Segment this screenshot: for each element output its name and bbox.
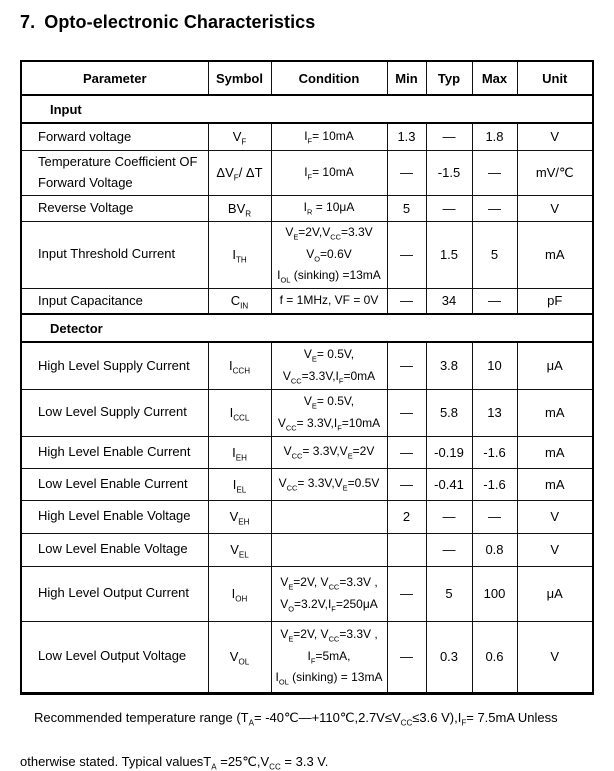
cell-symbol: $V_{OL}$ bbox=[208, 621, 271, 693]
cell-min: 2 bbox=[387, 500, 426, 533]
cell-parameter: High Level Enable Voltage bbox=[21, 500, 208, 533]
table-row bbox=[21, 533, 593, 566]
cell-parameter: Low Level Enable Voltage bbox=[21, 533, 208, 566]
cell-condition: $V_E= 0.5V$, $V_{CC}= 3.3V,I_F=10mA$ bbox=[271, 389, 387, 436]
cell-parameter: Input Capacitance bbox=[21, 288, 208, 314]
column-header-parameter: Parameter bbox=[21, 61, 208, 95]
cell-min: — bbox=[387, 342, 426, 389]
cell-condition: $I_R = 10\mu A$ bbox=[271, 195, 387, 221]
cell-max: — bbox=[472, 150, 517, 195]
table-row bbox=[21, 566, 593, 621]
cell-typ: — bbox=[426, 123, 472, 150]
cell-min: — bbox=[387, 621, 426, 693]
cell-unit: mA bbox=[517, 389, 593, 436]
cell-symbol: $I_{OH}$ bbox=[208, 566, 271, 621]
header-row bbox=[21, 61, 593, 95]
section-row-label: Detector bbox=[21, 314, 593, 342]
cell-min bbox=[387, 533, 426, 566]
cell-unit: mA bbox=[517, 221, 593, 288]
cell-unit: V bbox=[517, 533, 593, 566]
cell-max: 0.8 bbox=[472, 533, 517, 566]
cell-min: — bbox=[387, 436, 426, 468]
cell-max: 100 bbox=[472, 566, 517, 621]
footnote bbox=[20, 710, 594, 770]
cell-condition: $V_E=2V$, $V_{CC}=3.3V$ , $V_O=3.2V,I_F=250\mu A$ bbox=[271, 566, 387, 621]
table-row bbox=[21, 123, 593, 150]
cell-typ: -0.19 bbox=[426, 436, 472, 468]
column-header-typ: Typ bbox=[426, 61, 472, 95]
cell-condition: $V_E=2V$, $V_{CC}=3.3V$ , $I_F=5mA$, $I_{OL}$ (sinking) = 13mA bbox=[271, 621, 387, 693]
footnote-line-1: Recommended temperature range ($T_A=$ $-40℃—+110℃,2.7V\le V_{CC}\le 3.6$ $V),I_F= 7.5mA$ Unless bbox=[34, 709, 558, 728]
cell-symbol: $I_{EL}$ bbox=[208, 468, 271, 500]
cell-unit: V bbox=[517, 123, 593, 150]
cell-max: -1.6 bbox=[472, 436, 517, 468]
cell-unit: mA bbox=[517, 468, 593, 500]
cell-parameter: High Level Supply Current bbox=[21, 342, 208, 389]
characteristics-table bbox=[20, 60, 594, 695]
cell-min: — bbox=[387, 288, 426, 314]
column-header-symbol: Symbol bbox=[208, 61, 271, 95]
cell-condition bbox=[271, 500, 387, 533]
cell-parameter: Input Threshold Current bbox=[21, 221, 208, 288]
cell-symbol: $C_{IN}$ bbox=[208, 288, 271, 314]
cell-min: — bbox=[387, 468, 426, 500]
table-row bbox=[21, 221, 593, 288]
cell-min: 1.3 bbox=[387, 123, 426, 150]
section-heading bbox=[20, 12, 594, 33]
cell-condition: $V_{CC}= 3.3V,V_E=2V$ bbox=[271, 436, 387, 468]
cell-unit: V bbox=[517, 500, 593, 533]
table-row bbox=[21, 436, 593, 468]
cell-typ: — bbox=[426, 195, 472, 221]
cell-typ: 0.3 bbox=[426, 621, 472, 693]
cell-unit: pF bbox=[517, 288, 593, 314]
cell-min: — bbox=[387, 221, 426, 288]
table-row bbox=[21, 468, 593, 500]
section-row-label: Input bbox=[21, 95, 593, 123]
cell-typ: — bbox=[426, 533, 472, 566]
table-row bbox=[21, 150, 593, 195]
cell-max: — bbox=[472, 500, 517, 533]
cell-typ: — bbox=[426, 500, 472, 533]
cell-typ: -1.5 bbox=[426, 150, 472, 195]
table-body bbox=[21, 95, 593, 693]
cell-max: 13 bbox=[472, 389, 517, 436]
cell-condition: $V_E= 0.5V$, $V_{CC}=3.3V,I_F=0mA$ bbox=[271, 342, 387, 389]
table-row bbox=[21, 500, 593, 533]
footnote-line-2: otherwise stated. Typical valuesT$_A$ $=25℃,V_{CC} = 3.3$ V. bbox=[20, 753, 329, 771]
cell-symbol: $V_{EL}$ bbox=[208, 533, 271, 566]
cell-max: 5 bbox=[472, 221, 517, 288]
cell-parameter: High Level Enable Current bbox=[21, 436, 208, 468]
cell-unit: V bbox=[517, 195, 593, 221]
cell-typ: 3.8 bbox=[426, 342, 472, 389]
cell-symbol: $\Delta V_F/$ ΔT bbox=[208, 150, 271, 195]
cell-condition bbox=[271, 533, 387, 566]
cell-unit: V bbox=[517, 621, 593, 693]
cell-max: 1.8 bbox=[472, 123, 517, 150]
table-row bbox=[21, 342, 593, 389]
cell-max: -1.6 bbox=[472, 468, 517, 500]
table-row bbox=[21, 288, 593, 314]
cell-symbol: $I_{CCL}$ bbox=[208, 389, 271, 436]
cell-parameter: Low Level Supply Current bbox=[21, 389, 208, 436]
section-row bbox=[21, 314, 593, 342]
table-row bbox=[21, 621, 593, 693]
cell-condition: f = 1MHz, VF = 0V bbox=[271, 288, 387, 314]
cell-parameter: High Level Output Current bbox=[21, 566, 208, 621]
cell-min: 5 bbox=[387, 195, 426, 221]
cell-parameter: Low Level Enable Current bbox=[21, 468, 208, 500]
cell-parameter: Reverse Voltage bbox=[21, 195, 208, 221]
cell-max: 0.6 bbox=[472, 621, 517, 693]
cell-parameter: Forward voltage bbox=[21, 123, 208, 150]
cell-symbol: $V_{EH}$ bbox=[208, 500, 271, 533]
heading-text: Opto-electronic Characteristics bbox=[44, 12, 316, 32]
table-header bbox=[21, 61, 593, 95]
cell-min: — bbox=[387, 566, 426, 621]
heading-number: 7. bbox=[20, 12, 36, 32]
table-row bbox=[21, 389, 593, 436]
section-row bbox=[21, 95, 593, 123]
cell-typ: 5 bbox=[426, 566, 472, 621]
cell-symbol: $BV_R$ bbox=[208, 195, 271, 221]
cell-min: — bbox=[387, 150, 426, 195]
cell-symbol: $I_{EH}$ bbox=[208, 436, 271, 468]
column-header-unit: Unit bbox=[517, 61, 593, 95]
cell-symbol: $I_{TH}$ bbox=[208, 221, 271, 288]
cell-typ: 5.8 bbox=[426, 389, 472, 436]
cell-unit: mV/℃ bbox=[517, 150, 593, 195]
cell-condition: $V_E=2V,V_{CC}=3.3V$ $V_O=0.6V$ $I_{OL}$ (sinking) =13mA bbox=[271, 221, 387, 288]
cell-condition: $I_F= 10mA$ bbox=[271, 150, 387, 195]
cell-unit: μA bbox=[517, 566, 593, 621]
cell-unit: μA bbox=[517, 342, 593, 389]
cell-parameter: Temperature Coefficient OF Forward Voltage bbox=[21, 150, 208, 195]
cell-max: — bbox=[472, 195, 517, 221]
table-row bbox=[21, 195, 593, 221]
cell-typ: -0.41 bbox=[426, 468, 472, 500]
cell-typ: 34 bbox=[426, 288, 472, 314]
cell-max: 10 bbox=[472, 342, 517, 389]
column-header-max: Max bbox=[472, 61, 517, 95]
cell-condition: $I_F= 10mA$ bbox=[271, 123, 387, 150]
cell-parameter: Low Level Output Voltage bbox=[21, 621, 208, 693]
column-header-min: Min bbox=[387, 61, 426, 95]
cell-unit: mA bbox=[517, 436, 593, 468]
cell-symbol: $V_F$ bbox=[208, 123, 271, 150]
cell-symbol: $I_{CCH}$ bbox=[208, 342, 271, 389]
column-header-condition: Condition bbox=[271, 61, 387, 95]
cell-condition: $V_{CC}= 3.3V,V_E=0.5V$ bbox=[271, 468, 387, 500]
cell-min: — bbox=[387, 389, 426, 436]
cell-max: — bbox=[472, 288, 517, 314]
cell-typ: 1.5 bbox=[426, 221, 472, 288]
